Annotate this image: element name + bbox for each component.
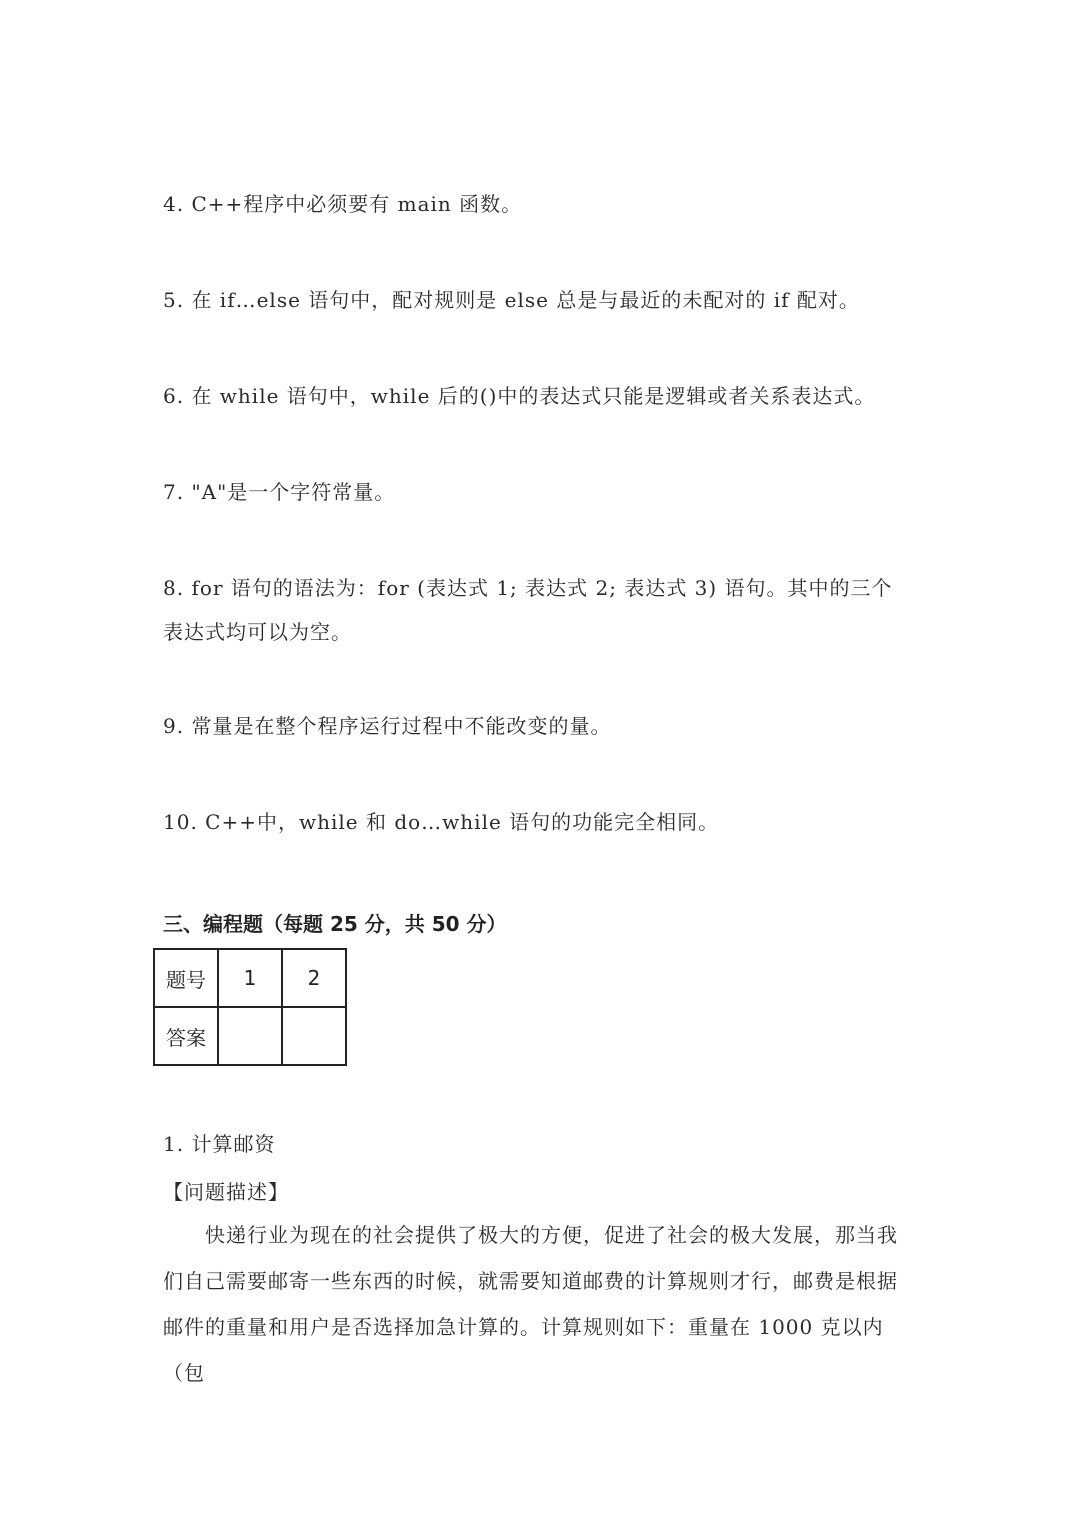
judgement-item-6: 6. 在 while 语句中，while 后的()中的表达式只能是逻辑或者关系表达式。 <box>163 384 876 408</box>
table-cell: 2 <box>282 949 346 1007</box>
description-line: 们自己需要邮寄一些东西的时候，就需要知道邮费的计算规则才行，邮费是根据 <box>163 1269 898 1293</box>
judgement-item-9: 9. 常量是在整个程序运行过程中不能改变的量。 <box>163 714 612 738</box>
table-cell: 1 <box>218 949 282 1007</box>
table-cell: 题号 <box>154 949 218 1007</box>
judgement-item-7: 7. "A"是一个字符常量。 <box>163 480 396 504</box>
problem-1-title: 1. 计算邮资 <box>163 1132 276 1156</box>
judgement-item-4: 4. C++程序中必须要有 main 函数。 <box>163 192 523 216</box>
judgement-item-8-line1: 8. for 语句的语法为：for (表达式 1; 表达式 2; 表达式 3) 语句。其中的三个 <box>163 576 893 600</box>
problem-description <box>163 1212 923 1396</box>
table-cell: 答案 <box>154 1007 218 1065</box>
description-line: 邮件的重量和用户是否选择加急计算的。计算规则如下：重量在 1000 克以内（包 <box>163 1315 884 1385</box>
judgement-item-5: 5. 在 if…else 语句中，配对规则是 else 总是与最近的未配对的 if 配对。 <box>163 288 860 312</box>
judgement-item-8-line2: 表达式均可以为空。 <box>163 620 352 644</box>
table-row <box>154 1007 346 1065</box>
answer-cell-1 <box>218 1007 282 1065</box>
table-row <box>154 949 346 1007</box>
answer-cell-2 <box>282 1007 346 1065</box>
answer-table <box>153 948 347 1066</box>
problem-description-label: 【问题描述】 <box>163 1180 289 1204</box>
section-three-heading: 三、编程题（每题 25 分，共 50 分） <box>163 912 507 936</box>
judgement-item-10: 10. C++中，while 和 do…while 语句的功能完全相同。 <box>163 810 720 834</box>
description-line: 快递行业为现在的社会提供了极大的方便，促进了社会的极大发展，那当我 <box>205 1223 898 1247</box>
